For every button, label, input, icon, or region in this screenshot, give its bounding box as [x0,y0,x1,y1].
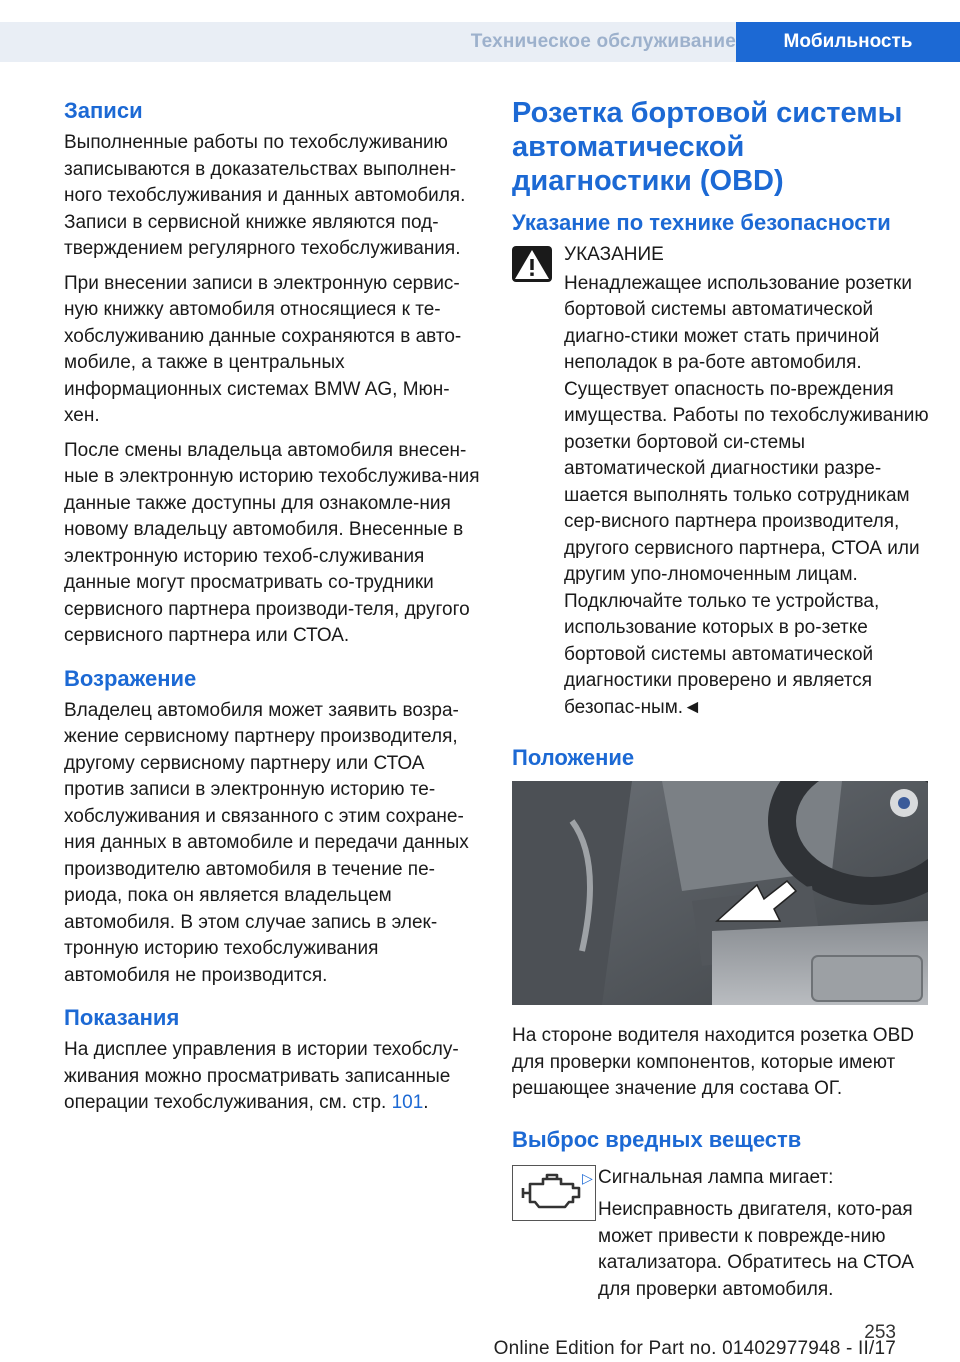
position-paragraph: На стороне водителя находится розетка OBD для проверки компонентов, которые имеют решающее значение для состава ОГ. [512,1025,914,1099]
edition-footer: Online Edition for Part no. 01402977948 - II/17 [493,1338,896,1359]
emissions-text [598,1165,932,1304]
obd-heading: Розетка бортовой системы автоматической диагностики (OBD) [512,97,903,197]
warning-triangle-icon [512,246,552,282]
display-heading: Показания [64,1005,180,1030]
records-paragraph-2: При внесении записи в электронную сервис-ную книжку автомобиля относящиеся к те-хобслуживанию данные сохраняются в авто-мобиле, а также в центральных информационных системах BMW AG, Мюн-хен. [64,272,462,426]
page-header [0,0,960,62]
warning-block [512,242,932,721]
records-paragraph-1: Выполненные работы по техобслуживанию записываются в доказательствах выполнен-ного техобслуживания и данных автомобиля. Записи в сервисной книжке являются под-тверждением регулярного техобслуживания. [64,132,466,259]
page-reference-link[interactable]: 101 [391,1092,424,1113]
warning-label: УКАЗАНИЕ [564,244,664,265]
records-heading: Записи [64,98,143,123]
warning-text: Ненадлежащее использование розетки бортовой системы автоматической диагно-стики может стать причиной неполадок в ра-боте автомобиля. Существует опасность по-вреждения имущества. Работы по техобслуживанию розетки бортовой си-стемы автоматической диагностики разре-шается выполнять только сотрудникам сер-висного партнера производителя, другого сервисного партнера, СТОА или другим упо-лномоченным лицам. Подключайте только те устройства, использование которых в ро-зетке бортовой системы автоматической диагностики проверено и является безопас-ным.◄ [564,272,929,718]
safety-heading: Указание по технике безопасности [512,210,891,235]
position-heading: Положение [512,745,635,770]
display-end: . [423,1092,429,1113]
emissions-paragraph-2: Неисправность двигателя, кото-рая может привести к поврежде-нию катализатора. Обратитесь на СТОА для проверки автомобиля. [598,1199,914,1300]
objection-heading: Возражение [64,665,197,691]
display-text: На дисплее управления в истории техобслу-живания можно просматривать записанные операции техобслуживания, см. стр. [64,1039,459,1113]
right-column [512,96,932,1309]
header-active-tab: Мобильность [736,22,960,62]
records-paragraph-3: После смены владельца автомобиля внесен-ные в электронную историю техобслужива-ния данные также доступны для ознакомле-ния новому владельцу автомобиля. Внесенные в электронную историю техоб-служивания данные могут просматривать со-трудники сервисного партнера производи-теля, другого сервисного партнера или СТОА. [64,439,480,646]
emissions-paragraph-1: Сигнальная лампа мигает: [598,1166,834,1188]
display-paragraph [64,1037,484,1117]
left-column [64,96,484,1125]
objection-paragraph: Владелец автомобиля может заявить возра-жение сервисному партнеру производителя, другому сервисному партнеру или СТОА против записи в электронную историю те-хобслуживания и связанного с этим сохране-ния данных в автомобиле и передачи данных производителю автомобиля в течение пе-риода, пока он является владельцем автомобиля. В этом случае запись в элек-тронную историю техобслуживания автомобиля не производится. [64,699,469,986]
emissions-heading: Выброс вредных веществ [512,1126,802,1152]
emissions-block [512,1165,932,1304]
bullet-icon: ▷ [582,1169,593,1186]
obd-location-photo [512,781,928,1005]
header-section-tab: Техническое обслуживание [470,31,736,52]
page-number: 253 [864,1322,896,1343]
